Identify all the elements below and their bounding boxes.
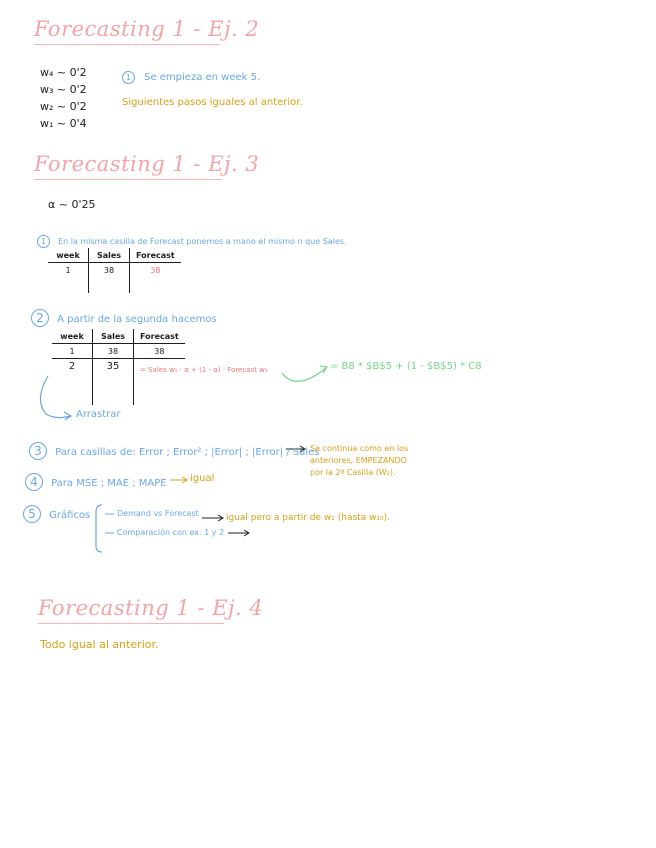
step4-text: Para MSE ; MAE ; MAPE (51, 478, 167, 489)
step5-item2: Comparación con ex. 1 y 2 (117, 528, 225, 537)
section3-title: Forecasting 1 - Ej. 3 (34, 152, 260, 176)
cell-forecast: 38 (154, 346, 165, 356)
step3 (29, 440, 319, 460)
green-arrow-icon (282, 368, 326, 381)
section2-title: Forecasting 1 - Ej. 2 (34, 17, 260, 41)
section4-title: Forecasting 1 - Ej. 4 (38, 596, 264, 620)
col-header-week: week (52, 329, 93, 344)
col-header-forecast: Forecast (130, 248, 181, 263)
cell-week: 2 (52, 359, 93, 374)
formula-green: = B8 * $B$5 + (1 - $B$5) * C8 (330, 361, 482, 372)
step3-text: Para casillas de: Error ; Error² ; |Error| ; |Error| / Sales (55, 447, 320, 458)
weight-w1: w₁ ~ 0'4 (40, 117, 87, 130)
col-header-sales: Sales (93, 329, 134, 344)
col-header-forecast: Forecast (134, 329, 185, 344)
step-number-badge: 5 (23, 505, 41, 523)
cell-sales: 38 (89, 263, 130, 278)
drag-arrow-icon (40, 376, 70, 418)
cell-forecast: 38 (150, 265, 161, 275)
weight-w4: w₄ ~ 0'2 (40, 66, 87, 79)
step5-text: Gráficos (49, 510, 91, 521)
section2-note1-text: Se empieza en week 5. (144, 72, 261, 83)
cell-sales: 38 (93, 344, 134, 359)
step5-item1: Demand vs Forecast (117, 509, 199, 518)
step3-note (310, 443, 408, 479)
step-number-badge: 4 (25, 473, 43, 491)
drag-label: Arrastrar (76, 409, 121, 420)
step1-text: En la misma casilla de Forecast ponemos a mano el mismo n que Sales. (58, 237, 347, 246)
drag-arrowhead-icon (64, 412, 71, 420)
step3-note-line: anteriores, EMPEZANDO (310, 456, 407, 465)
col-header-week: week (48, 248, 89, 263)
step3-note-line: Se continua como en los (310, 444, 409, 453)
section4-title-underline (38, 623, 224, 624)
step-number-badge: 1 (37, 235, 50, 248)
step2-text: A partir de la segunda hacemos (57, 314, 217, 325)
section2-note2: Siguientes pasos iguales al anterior. (122, 97, 303, 108)
bracket-icon (96, 505, 102, 552)
cell-week: 1 (48, 263, 89, 278)
step4-note: igual (190, 473, 215, 484)
col-header-sales: Sales (89, 248, 130, 263)
weight-w3: w₃ ~ 0'2 (40, 83, 87, 96)
step-number-badge: 3 (29, 442, 47, 460)
step-number-badge: 1 (122, 71, 135, 84)
formula-red: = Sales w₁ · α + (1 - α) · Forecast w₁ (140, 366, 268, 374)
step5 (23, 503, 90, 523)
section4-note: Todo igual al anterior. (40, 638, 159, 651)
cell-sales: 35 (93, 359, 134, 374)
cell-week: 1 (52, 344, 93, 359)
step5-note: igual pero a partir de w₂ (hasta w₁₀). (226, 513, 391, 523)
alpha-value: α ~ 0'25 (48, 198, 96, 211)
weight-w2: w₂ ~ 0'2 (40, 100, 87, 113)
step3-note-line: por la 2ª Casilla (W₂). (310, 468, 396, 477)
step-number-badge: 2 (31, 309, 49, 327)
step4 (25, 471, 167, 491)
